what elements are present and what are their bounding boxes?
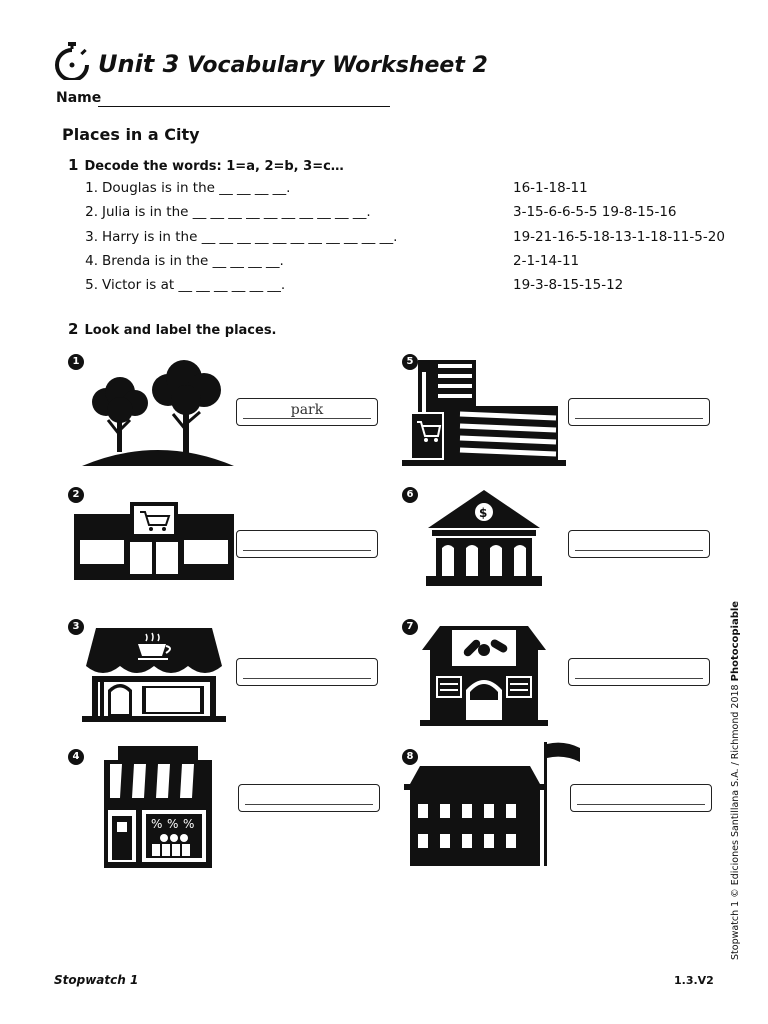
decode-code-2: 3-15-6-6-5-5 19-8-15-16 xyxy=(513,204,677,220)
decode-code-3: 19-21-16-5-18-13-1-18-11-5-20 xyxy=(513,229,725,245)
exercise-1-heading xyxy=(68,156,344,174)
svg-text:%: % xyxy=(151,817,163,831)
unit-label: Unit 3 xyxy=(98,50,180,78)
exercise-2-instruction: Look and label the places. xyxy=(84,323,277,338)
decode-code-1: 16-1-18-11 xyxy=(513,180,588,196)
exercise-1-number: 1 xyxy=(68,156,79,174)
answer-text-1: park xyxy=(290,402,324,418)
school-icon xyxy=(404,740,584,868)
picture-badge-7: 7 xyxy=(402,619,418,635)
park-icon xyxy=(80,360,236,468)
picture-badge-6: 6 xyxy=(402,487,418,503)
picture-badge-4: 4 xyxy=(68,749,84,765)
coffee-shop-icon xyxy=(82,626,226,724)
pharmacy-icon xyxy=(420,626,548,726)
bank-icon xyxy=(104,746,212,868)
bank-icon xyxy=(426,488,542,588)
decode-item-3: 3. Harry is in the __ __ __ __ __ __ __ __ __ __ __. xyxy=(85,229,398,245)
decode-item-1: 1. Douglas is in the __ __ __ __. xyxy=(85,180,291,196)
answer-box-3[interactable] xyxy=(236,658,378,686)
decode-code-4: 2-1-14-11 xyxy=(513,253,580,269)
exercise-2-number: 2 xyxy=(68,320,79,338)
photocopiable-label: Photocopiable xyxy=(730,600,741,682)
picture-badge-5: 5 xyxy=(402,354,418,370)
answer-box-5[interactable] xyxy=(568,398,710,426)
answer-box-1[interactable] xyxy=(236,398,378,426)
exercise-2-heading xyxy=(68,320,277,338)
svg-text:%: % xyxy=(167,817,179,831)
picture-badge-1: 1 xyxy=(68,354,84,370)
picture-badge-2: 2 xyxy=(68,487,84,503)
answer-box-4[interactable] xyxy=(238,784,380,812)
picture-badge-3: 3 xyxy=(68,619,84,635)
exercise-1-instruction: Decode the words: 1=a, 2=b, 3=c… xyxy=(84,159,344,174)
section-title: Places in a City xyxy=(62,125,200,144)
decode-code-5: 19-3-8-15-15-12 xyxy=(513,277,624,293)
decode-item-2: 2. Julia is in the __ __ __ __ __ __ __ __ __ __. xyxy=(85,204,371,220)
answer-box-7[interactable] xyxy=(568,658,710,686)
svg-text:%: % xyxy=(183,817,195,831)
picture-badge-8: 8 xyxy=(402,749,418,765)
decode-item-5: 5. Victor is at __ __ __ __ __ __. xyxy=(85,277,286,293)
stopwatch-logo-icon xyxy=(54,42,90,80)
page-code: 1.3.V2 xyxy=(674,974,714,987)
worksheet-title xyxy=(98,50,488,78)
name-field-line[interactable] xyxy=(98,106,390,107)
answer-box-2[interactable] xyxy=(236,530,378,558)
shopping-mall-icon xyxy=(402,360,566,466)
answer-box-6[interactable] xyxy=(568,530,710,558)
footer-brand: Stopwatch 1 xyxy=(54,973,139,987)
name-label: Name xyxy=(56,90,102,106)
title-text: Vocabulary Worksheet 2 xyxy=(187,53,488,78)
copyright-note: Stopwatch 1 © Ediciones Santillana S.A. / Richmond 2018 Photocopiable xyxy=(730,600,741,960)
answer-box-8[interactable] xyxy=(570,784,712,812)
svg-text:$: $ xyxy=(479,506,488,520)
decode-item-4: 4. Brenda is in the __ __ __ __. xyxy=(85,253,284,269)
supermarket-icon xyxy=(74,500,234,582)
